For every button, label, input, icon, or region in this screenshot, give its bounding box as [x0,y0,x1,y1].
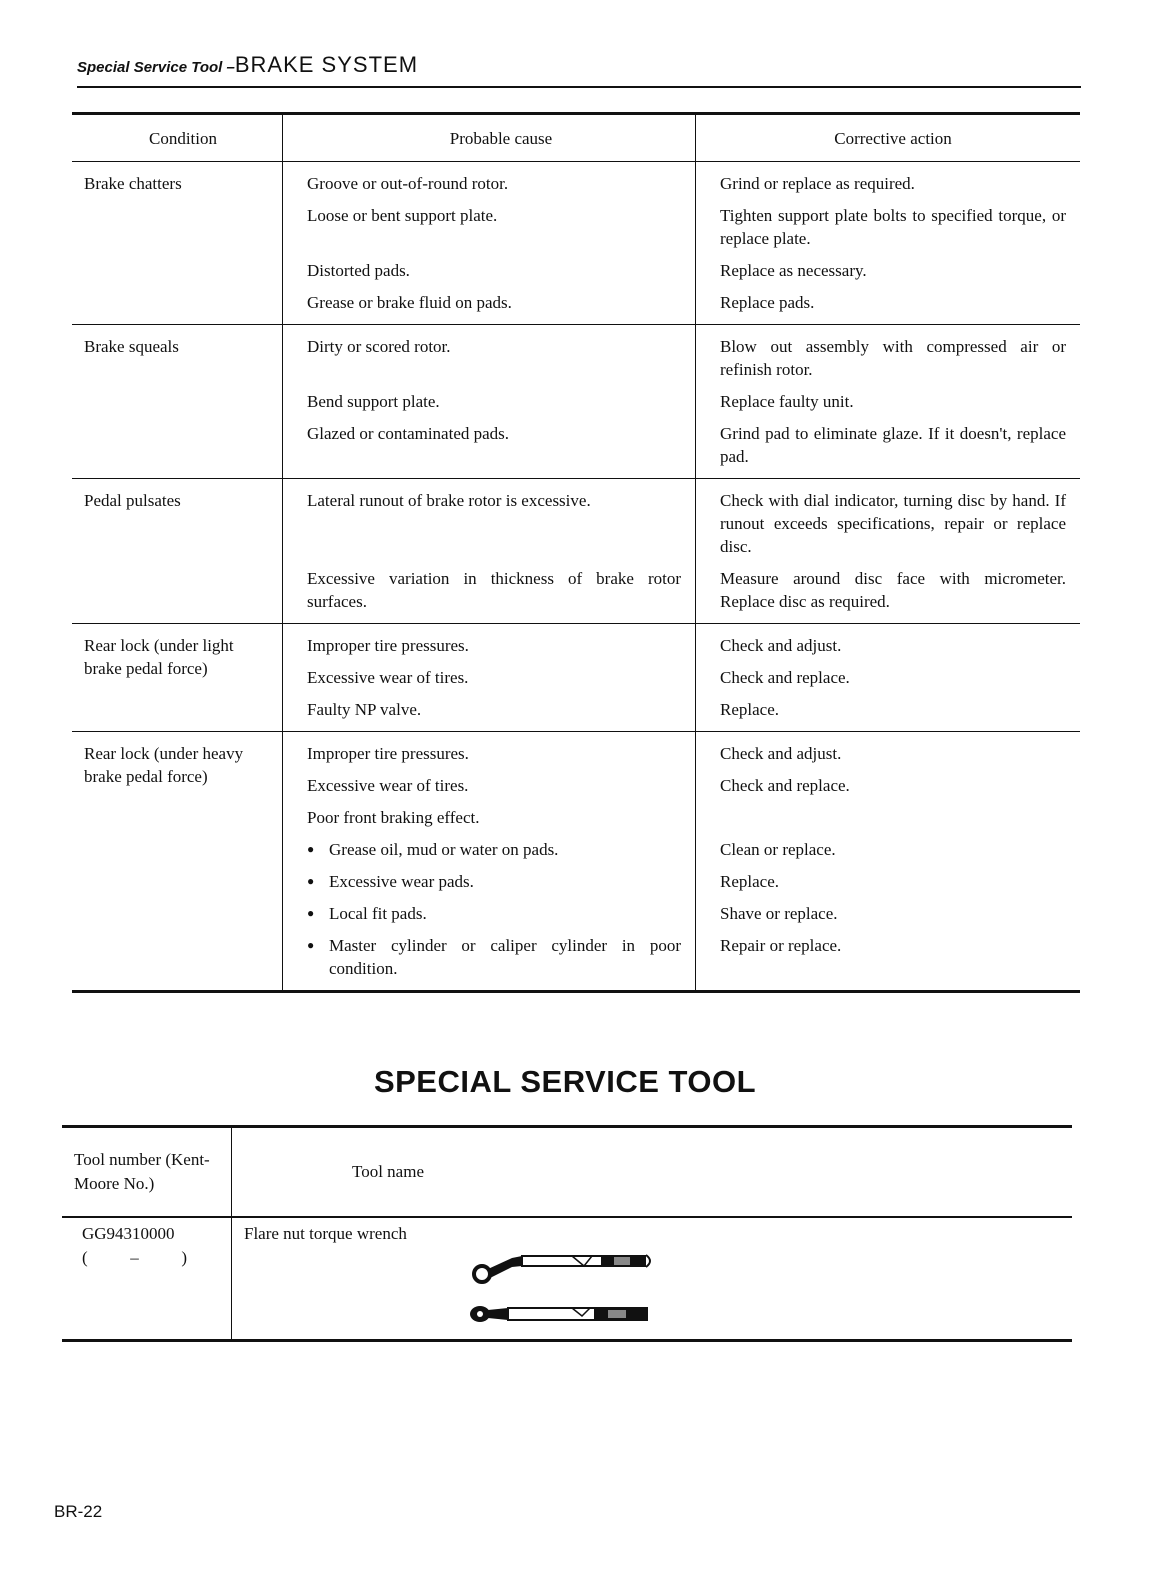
action-item: Tighten support plate bolts to specified torque, or replace plate. [720,206,1066,248]
cause-cell [283,624,696,732]
table-row [72,162,1080,325]
action-item: Check with dial indicator, turning disc by hand. If runout exceeds specifications, repair or replace disc. [720,491,1066,556]
cause-item: Excessive wear of tires. [307,776,469,795]
cause-cell [283,162,696,325]
page-number: BR-22 [54,1502,103,1521]
action-cell [696,325,1081,479]
cause-item: ● Local fit pads. [307,902,681,925]
cause-item: Improper tire pressures. [307,636,469,655]
action-item: Replace. [720,700,779,719]
action-cell [696,162,1081,325]
tool-header-row [62,1127,1072,1218]
action-item: Grind pad to eliminate glaze. If it doesn't, replace pad. [720,424,1066,466]
action-item: Replace pads. [720,293,815,312]
cause-item: Groove or out-of-round rotor. [307,174,509,193]
cause-item: Lateral runout of brake rotor is excessive. [307,491,591,510]
action-item: Repair or replace. [720,936,842,955]
condition-cell: Rear lock (under heavy brake pedal force) [84,744,244,786]
action-item: Shave or replace. [720,904,838,923]
action-item [720,806,1066,829]
action-item: Grind or replace as required. [720,174,915,193]
special-service-tool-title: SPECIAL SERVICE TOOL [373,1064,757,1099]
action-item: Check and replace. [720,668,850,687]
paren-open: ( [82,1248,88,1267]
condition-cell: Brake chatters [72,162,283,325]
page-header [77,52,1081,88]
flare-nut-wrench-illustration [468,1242,678,1326]
action-item: Replace as necessary. [720,261,867,280]
table-row [72,325,1080,479]
action-item: Check and replace. [720,776,850,795]
cause-item: ● Excessive wear pads. [307,870,681,893]
action-cell [696,479,1081,624]
condition-cell: Pedal pulsates [72,479,283,624]
cause-item: Loose or bent support plate. [307,206,498,225]
cause-item: Bend support plate. [307,392,440,411]
action-item: Clean or replace. [720,840,836,859]
condition-cell: Rear lock (under light brake pedal force) [72,624,283,732]
tool-number: GG94310000 [82,1224,175,1243]
action-item: Blow out assembly with compressed air or refinish rotor. [720,337,1066,379]
troubleshooting-body [72,162,1080,992]
cause-item: ● Grease oil, mud or water on pads. [307,838,681,861]
table-header-row [72,114,1080,162]
wrench-lower-icon [470,1306,648,1322]
tool-name-cell [232,1217,1073,1341]
kent-moore-number [74,1246,187,1270]
tool-number-cell [62,1217,232,1341]
action-item: Replace faulty unit. [720,392,854,411]
tool-table [62,1125,1072,1342]
action-item: Check and adjust. [720,744,842,763]
cause-item: ● Master cylinder or caliper cylinder in poor condition. [307,934,681,980]
cause-cell [283,479,696,624]
cause-item: Poor front braking effect. [307,808,480,827]
cause-item: Excessive variation in thickness of brake rotor surfaces. [307,569,681,611]
action-item: Check and adjust. [720,636,842,655]
tool-row [62,1217,1072,1341]
column-header-tool-name: Tool name [232,1127,1073,1218]
action-item: Measure around disc face with micrometer. Replace disc as required. [720,569,1066,611]
cause-item: Glazed or contaminated pads. [307,424,510,443]
table-row [72,624,1080,732]
cause-item: Excessive wear of tires. [307,668,469,687]
header-title: BRAKE SYSTEM [234,52,419,77]
cause-item: Grease or brake fluid on pads. [307,293,512,312]
header-subtitle: Special Service Tool – [77,59,235,76]
cause-item: Distorted pads. [307,261,410,280]
column-header-cause: Probable cause [283,114,696,162]
action-cell [696,624,1081,732]
cause-cell [283,325,696,479]
table-row [72,732,1080,992]
troubleshooting-table [72,112,1080,993]
action-item: Replace. [720,872,779,891]
cause-item: Faulty NP valve. [307,700,422,719]
cause-item: Dirty or scored rotor. [307,337,451,356]
column-header-tool-number: Tool number (Kent-Moore No.) [62,1127,232,1218]
cause-cell [283,732,696,992]
wrench-upper-icon [474,1255,650,1282]
paren-close: ) [181,1248,187,1267]
condition-cell: Brake squeals [72,325,283,479]
kent-moore-value: – [130,1248,139,1267]
action-cell [696,732,1081,992]
cause-item: Improper tire pressures. [307,744,469,763]
column-header-condition: Condition [72,114,283,162]
table-row [72,479,1080,624]
column-header-action: Corrective action [696,114,1081,162]
tool-name: Flare nut torque wrench [244,1224,407,1243]
